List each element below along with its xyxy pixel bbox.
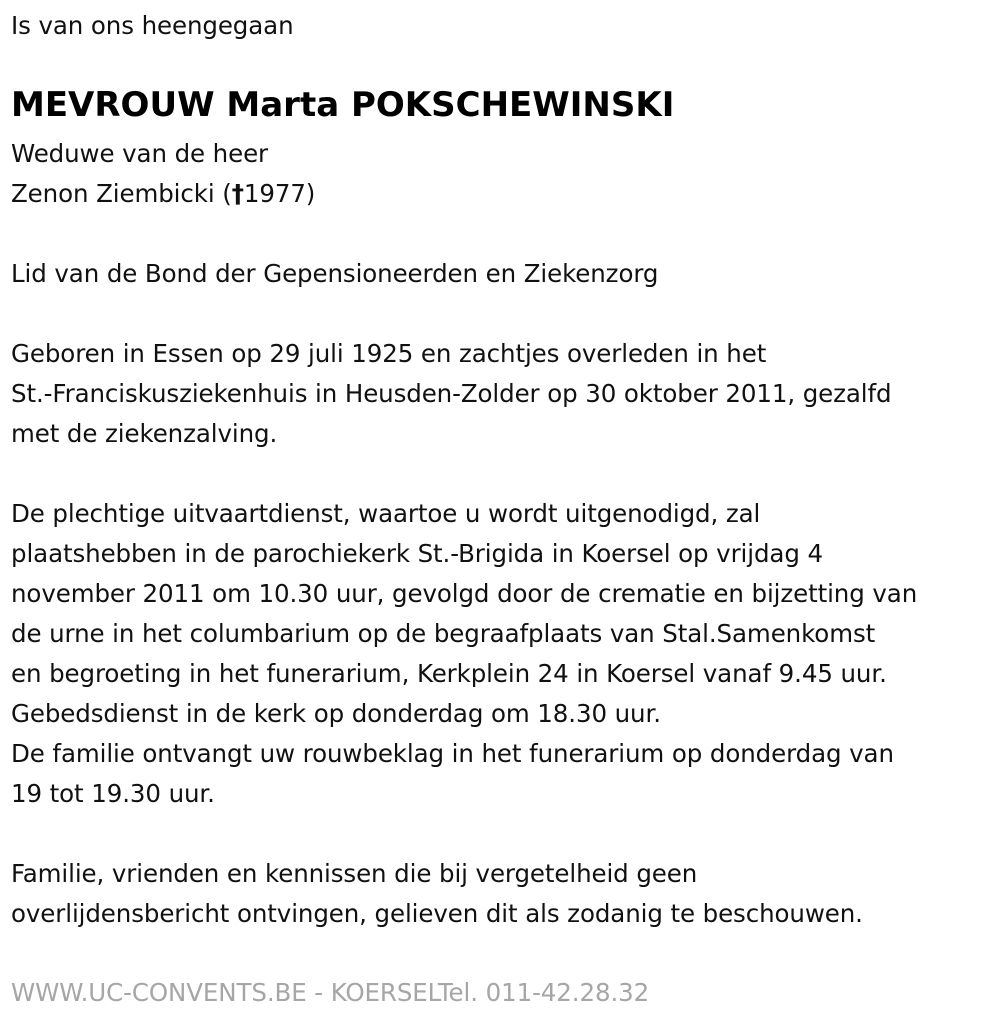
footer-contact: WWW.UC-CONVENTS.BE - KOERSELTel. 011-42.28.32 — [11, 978, 650, 1007]
spouse-line-2 — [11, 174, 315, 214]
birth-death-paragraph — [11, 334, 891, 454]
paragraph-line: De plechtige uitvaartdienst, waartoe u wordt uitgenodigd, zal — [11, 499, 761, 528]
membership-text: Lid van de Bond der Gepensioneerden en Ziekenzorg — [11, 259, 659, 288]
funeral-paragraph — [11, 494, 917, 814]
cross-icon: † — [231, 179, 244, 208]
paragraph-line: Familie, vrienden en kennissen die bij vergetelheid geen — [11, 859, 698, 888]
deceased-name: MEVROUW Marta POKSCHEWINSKI — [11, 85, 675, 125]
paragraph-line: november 2011 om 10.30 uur, gevolgd door de crematie en bijzetting van — [11, 579, 918, 608]
paragraph-line: en begroeting in het funerarium, Kerkplein 24 in Koersel vanaf 9.45 uur. — [11, 659, 887, 688]
paragraph-line: overlijdensbericht ontvingen, gelieven dit als zodanig te beschouwen. — [11, 899, 863, 928]
paragraph-line: St.-Franciskusziekenhuis in Heusden-Zolder op 30 oktober 2011, gezalfd — [11, 379, 892, 408]
spouse-name: Zenon Ziembicki ( — [11, 179, 232, 208]
intro-text: Is van ons heengegaan — [11, 11, 294, 40]
closing-paragraph — [11, 854, 863, 934]
paragraph-line: 19 tot 19.30 uur. — [11, 779, 215, 808]
paragraph-line: de urne in het columbarium op de begraafplaats van Stal.Samenkomst — [11, 619, 876, 648]
paragraph-line: Gebedsdienst in de kerk op donderdag om 18.30 uur. — [11, 699, 661, 728]
spouse-info — [11, 134, 315, 214]
spouse-line-1: Weduwe van de heer — [11, 139, 269, 168]
spouse-death-year: 1977) — [243, 179, 316, 208]
paragraph-line: Geboren in Essen op 29 juli 1925 en zachtjes overleden in het — [11, 339, 767, 368]
paragraph-line: met de ziekenzalving. — [11, 419, 278, 448]
paragraph-line: De familie ontvangt uw rouwbeklag in het funerarium op donderdag van — [11, 739, 894, 768]
paragraph-line: plaatshebben in de parochiekerk St.-Brigida in Koersel op vrijdag 4 — [11, 539, 823, 568]
